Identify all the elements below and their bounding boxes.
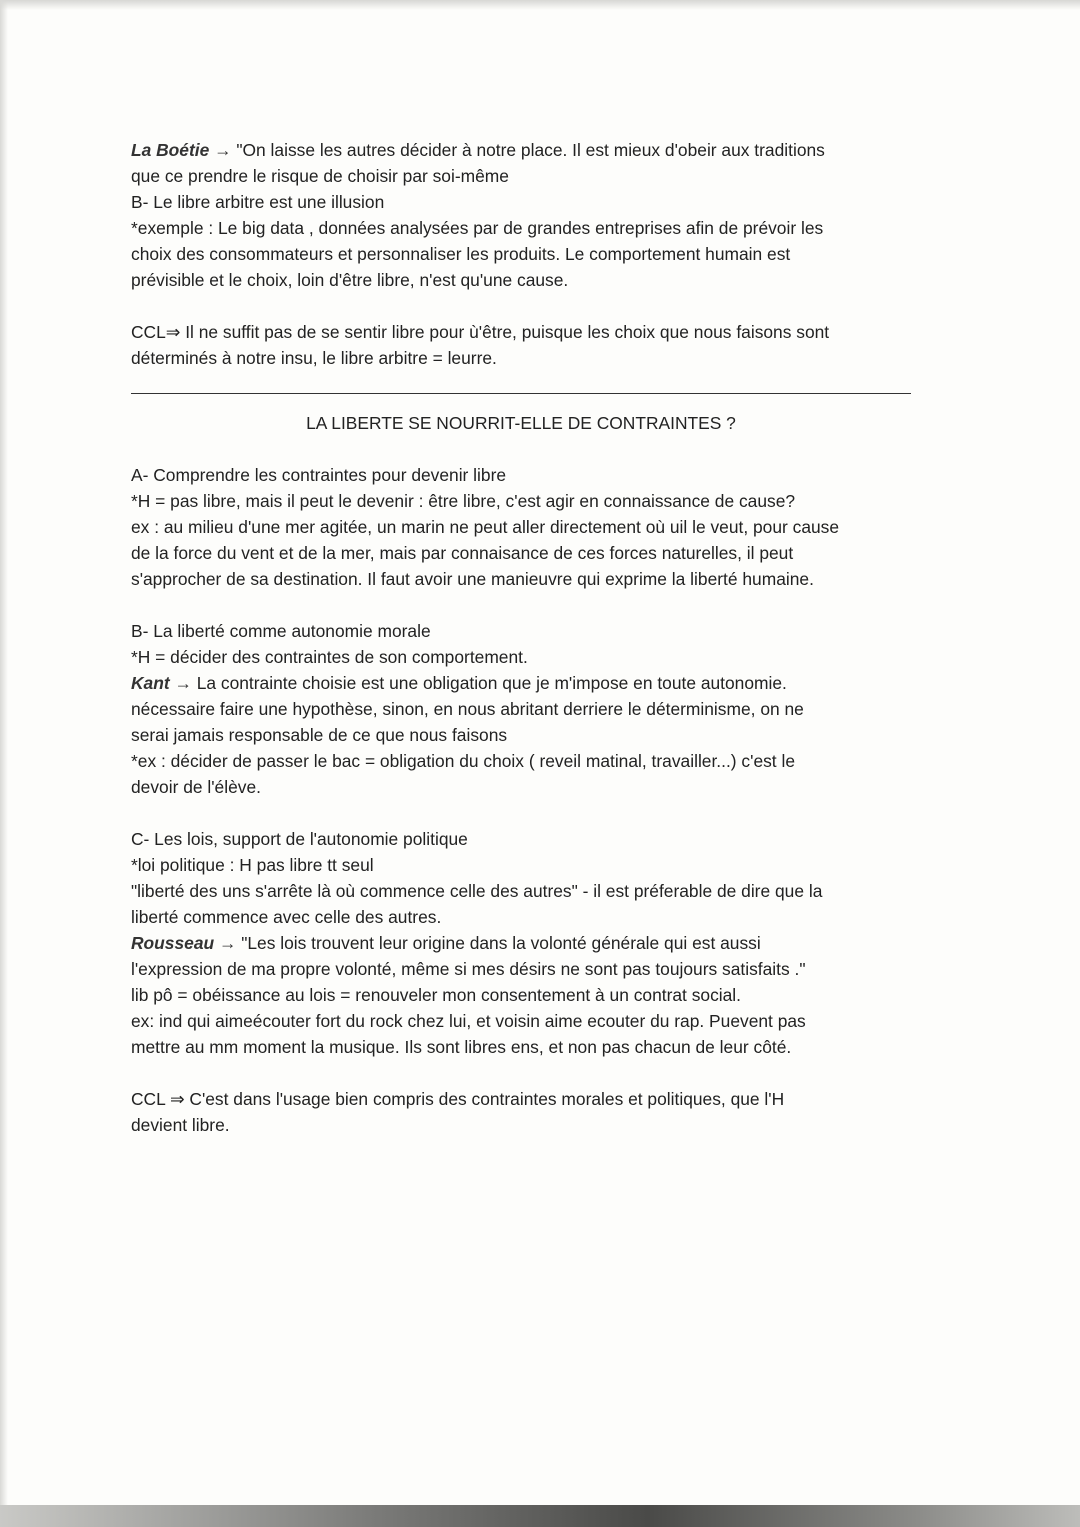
spacer bbox=[131, 293, 931, 319]
scan-edge-bottom bbox=[0, 1505, 1080, 1527]
scan-edge-left bbox=[0, 0, 8, 1527]
laboetie-line bbox=[131, 137, 931, 163]
conclusion-line: CCL⇒ Il ne suffit pas de se sentir libre pour ù'être, puisque les choix que nous faisons sont bbox=[131, 322, 830, 342]
kant-text: La contrainte choisie est une obligation que je m'impose en toute autonomie. bbox=[191, 673, 787, 693]
kant-line bbox=[131, 670, 931, 696]
text-line: devoir de l'élève. bbox=[131, 777, 261, 797]
text-line: liberté commence avec celle des autres. bbox=[131, 907, 442, 927]
text-line: s'approcher de sa destination. Il faut avoir une manieuvre qui exprime la liberté humaine. bbox=[131, 569, 814, 589]
text-line: l'expression de ma propre volonté, même si mes désirs ne sont pas toujours satisfaits ." bbox=[131, 959, 806, 979]
text-line: *H = décider des contraintes de son comportement. bbox=[131, 647, 528, 667]
author-rousseau: Rousseau bbox=[131, 933, 215, 953]
subheading-b: B- La liberté comme autonomie morale bbox=[131, 621, 431, 641]
conclusion-line: CCL ⇒ C'est dans l'usage bien compris des contraintes morales et politiques, que l'H bbox=[131, 1089, 785, 1109]
text-line: que ce prendre le risque de choisir par soi-même bbox=[131, 166, 509, 186]
text-line: ex : au milieu d'une mer agitée, un marin ne peut aller directement où uil le veut, pour cause bbox=[131, 517, 840, 537]
spacer bbox=[131, 800, 931, 826]
rousseau-quote: "Les lois trouvent leur origine dans la volonté générale qui est aussi bbox=[236, 933, 761, 953]
text-line: ex: ind qui aimeécouter fort du rock chez lui, et voisin aime ecouter du rap. Puevent pas bbox=[131, 1011, 806, 1031]
author-kant: Kant bbox=[131, 673, 170, 693]
spacer bbox=[131, 436, 931, 449]
spacer bbox=[131, 449, 931, 462]
text-line: mettre au mm moment la musique. Ils sont libres ens, et non pas chacun de leur côté. bbox=[131, 1037, 792, 1057]
subheading-c: C- Les lois, support de l'autonomie politique bbox=[131, 829, 468, 849]
text-line: *loi politique : H pas libre tt seul bbox=[131, 855, 374, 875]
conclusion-line: déterminés à notre insu, le libre arbitre = leurre. bbox=[131, 348, 497, 368]
document-body bbox=[131, 137, 931, 1138]
conclusion-line: devient libre. bbox=[131, 1115, 230, 1135]
scan-edge-top bbox=[0, 0, 1080, 10]
section-divider bbox=[131, 393, 911, 394]
text-line: serai jamais responsable de ce que nous faisons bbox=[131, 725, 508, 745]
arrow-icon: → bbox=[218, 933, 237, 953]
arrow-icon: → bbox=[214, 140, 232, 160]
text-line: choix des consommateurs et personnaliser les produits. Le comportement humain est bbox=[131, 244, 791, 264]
text-line: *H = pas libre, mais il peut le devenir : être libre, c'est agir en connaissance de cause? bbox=[131, 491, 796, 511]
subheading-b-illusion: B- Le libre arbitre est une illusion bbox=[131, 192, 385, 212]
author-la-boetie: La Boétie bbox=[131, 140, 210, 160]
rousseau-line bbox=[131, 930, 931, 956]
text-line: de la force du vent et de la mer, mais par connaisance de ces forces naturelles, il peut bbox=[131, 543, 794, 563]
arrow-icon: → bbox=[174, 673, 192, 693]
laboetie-quote: "On laisse les autres décider à notre place. Il est mieux d'obeir aux traditions bbox=[231, 140, 825, 160]
spacer bbox=[131, 592, 931, 618]
text-line: prévisible et le choix, loin d'être libre, n'est qu'une cause. bbox=[131, 270, 569, 290]
section-title: LA LIBERTE SE NOURRIT-ELLE DE CONTRAINTES ? bbox=[306, 413, 736, 433]
text-line: *ex : décider de passer le bac = obligation du choix ( reveil matinal, travailler...) c'est le bbox=[131, 751, 796, 771]
text-line: lib pô = obéissance au lois = renouveler mon consentement à un contrat social. bbox=[131, 985, 742, 1005]
text-line: nécessaire faire une hypothèse, sinon, en nous abritant derriere le déterminisme, on ne bbox=[131, 699, 804, 719]
text-line: *exemple : Le big data , données analysées par de grandes entreprises afin de prévoir les bbox=[131, 218, 824, 238]
subheading-a: A- Comprendre les contraintes pour devenir libre bbox=[131, 465, 507, 485]
text-line: "liberté des uns s'arrête là où commence celle des autres" - il est préferable de dire que la bbox=[131, 881, 823, 901]
spacer bbox=[131, 1060, 931, 1086]
